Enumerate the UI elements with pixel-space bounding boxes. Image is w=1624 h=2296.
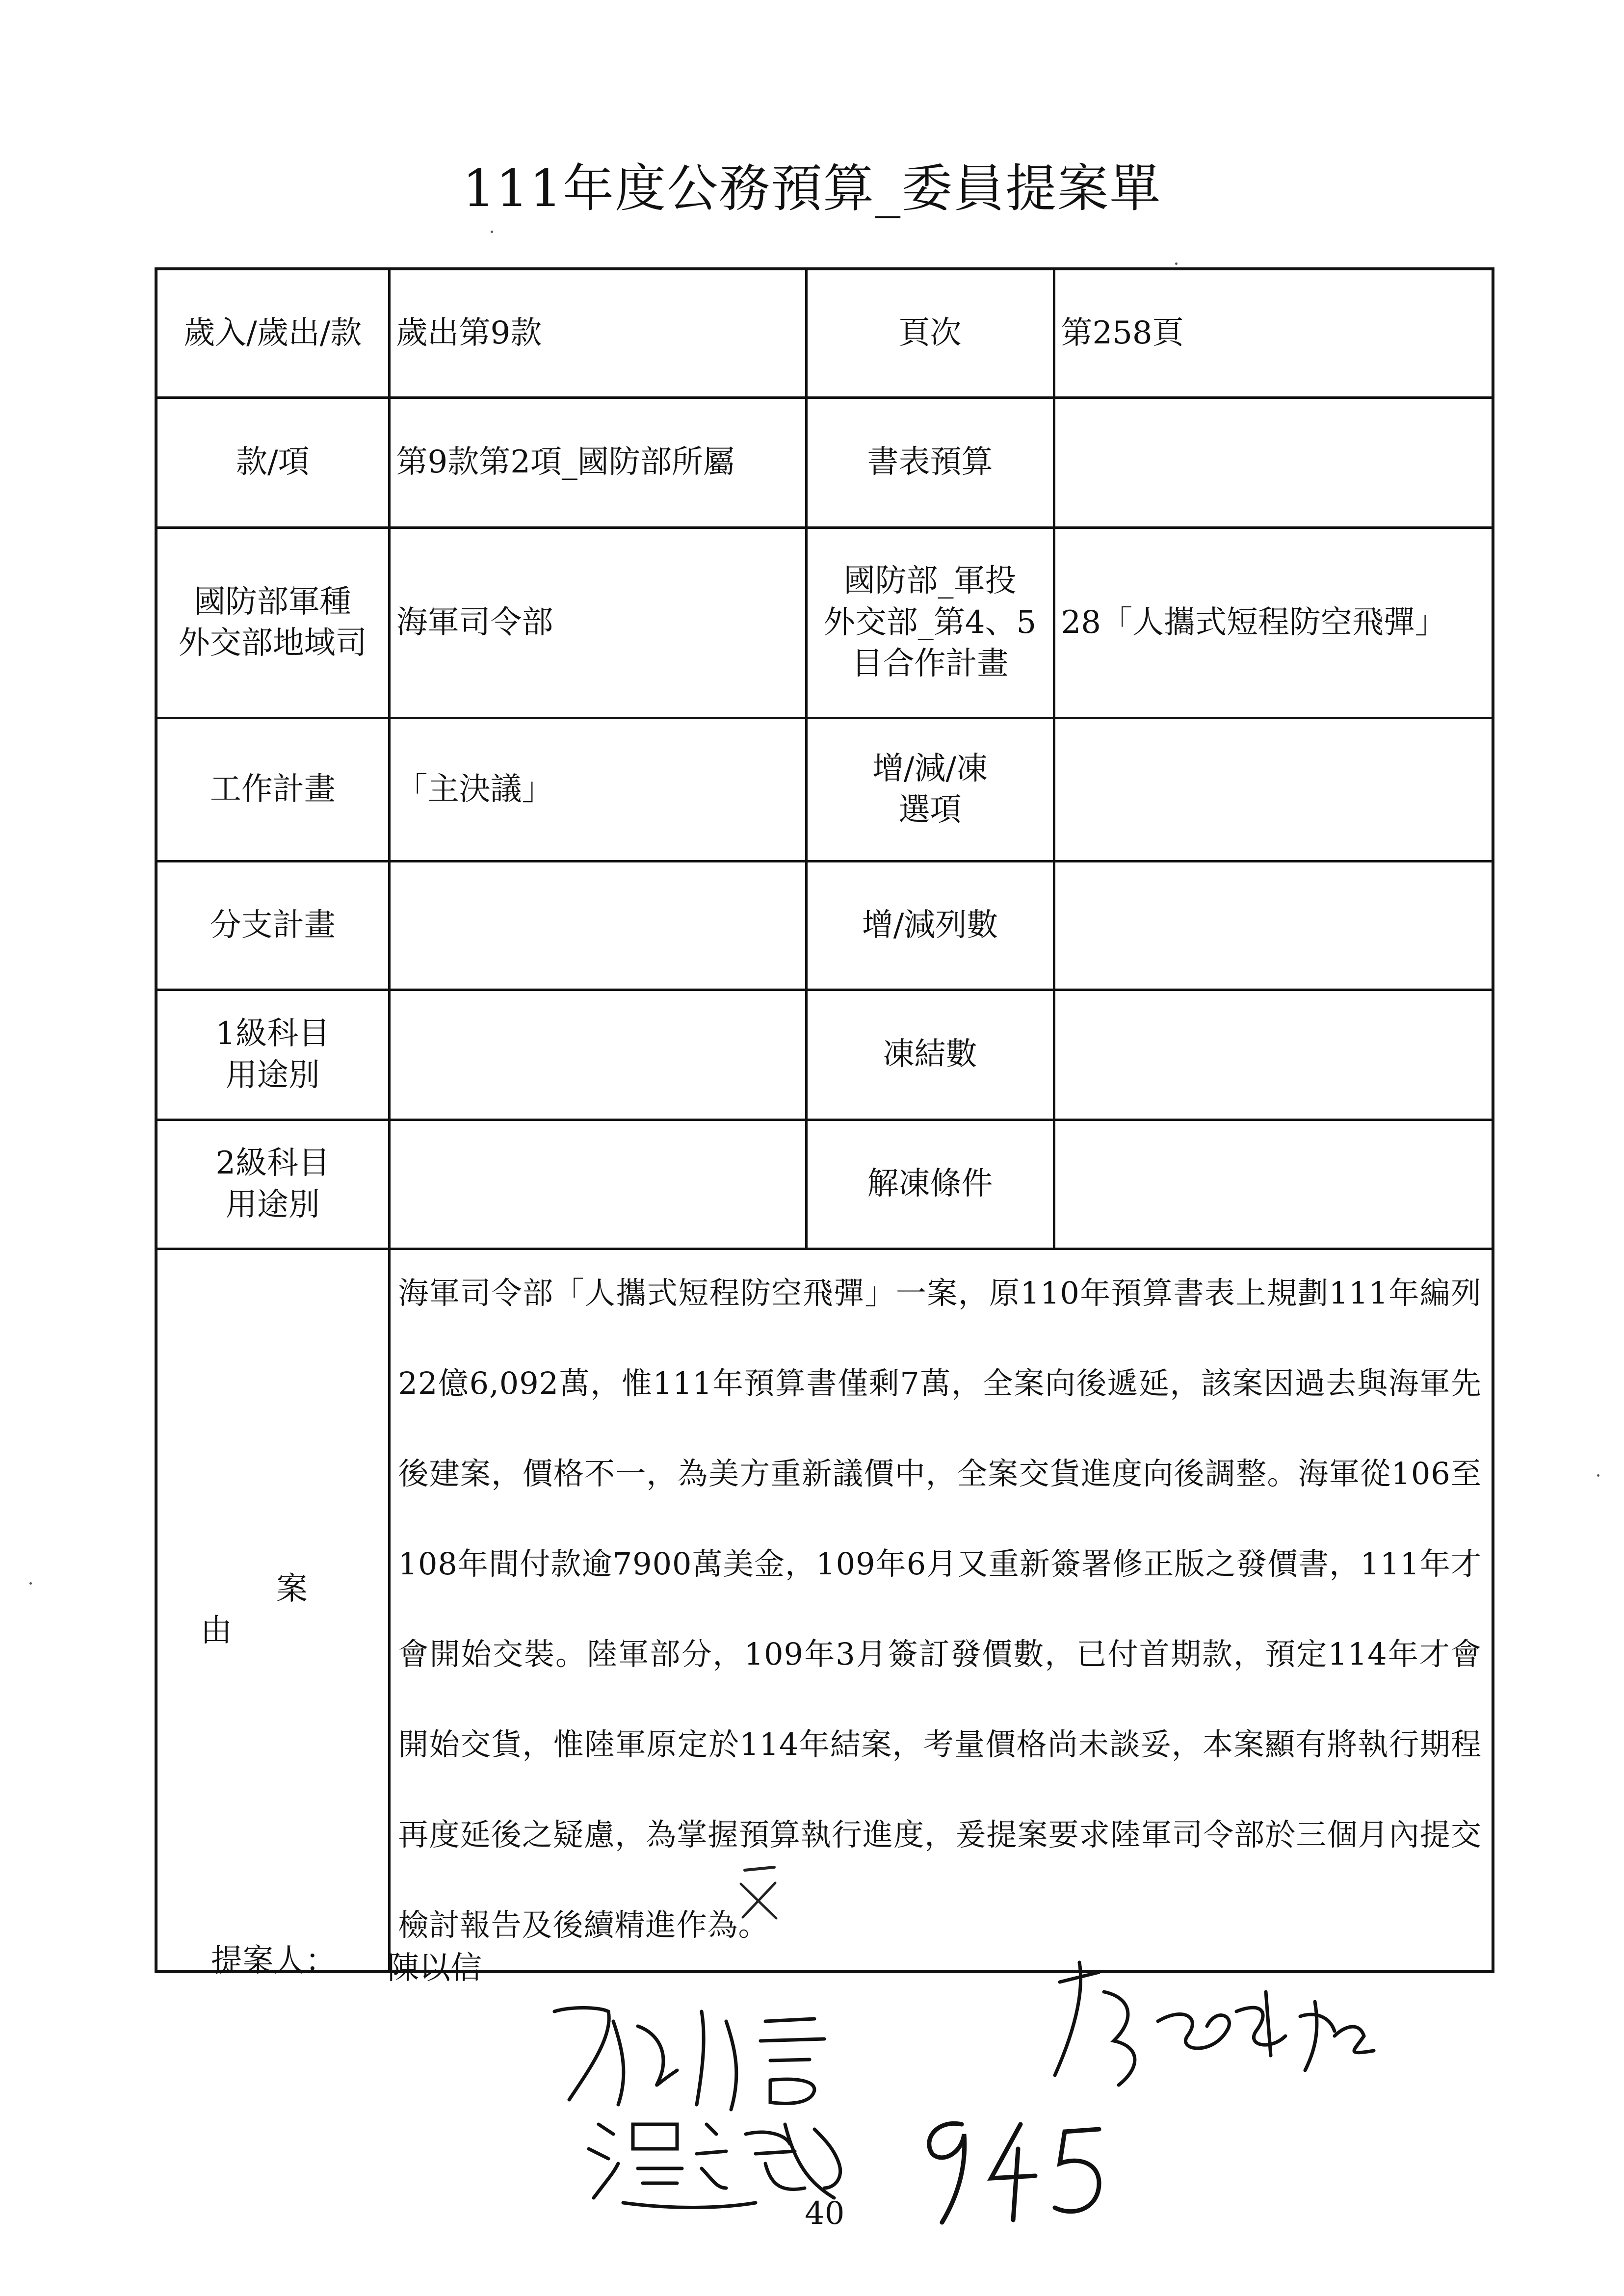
form-row-branch — [156, 527, 1493, 718]
field-label-freeze-amount: 凍結數 — [806, 990, 1054, 1120]
field-label-page: 頁次 — [806, 269, 1054, 397]
reason-text: 海軍司令部「人攜式短程防空飛彈」一案，原110年預算書表上規劃111年編列22億6,092萬，惟111年預算書僅剩7萬，全案向後遞延，該案因過去與海軍先後建案，價格不一，為美方重新議價中，全案交貨進度向後調整。海軍從106至108年間付款逾7900萬美金，109年6月又重新簽署修正版之發價書，111年才會開始交裝。陸軍部分，109年3月簽訂發價數，已付首期款，預定114年才會開始交貨，惟陸軍原定於114年結案，考量價格尚未談妥，本案顯有將執行期程再度延後之疑慮，為掌握預算執行進度，爰提案要求陸軍司令部於三個月內提交檢討報告及後續精進作為。 — [398, 1275, 1482, 1943]
field-value-adjust-option — [1054, 718, 1493, 861]
field-label-branch: 國防部軍種 外交部地域司 — [156, 527, 389, 718]
field-label-work-plan: 工作計畫 — [156, 718, 389, 861]
handwritten-correction-mark — [736, 1864, 785, 1923]
proposer-label: 提案人： — [211, 1943, 337, 1979]
form-row-work-plan — [156, 718, 1493, 861]
proposer-name: 陳以信 — [388, 1950, 482, 1986]
reason-label-text: 案由 — [200, 1571, 420, 1649]
proposal-form-table — [155, 267, 1494, 1973]
form-row-level1 — [156, 990, 1493, 1120]
field-value-adjust-amount — [1054, 861, 1493, 990]
scan-speck — [491, 231, 493, 233]
signature-1 — [540, 1992, 913, 2114]
field-label-section: 款/項 — [156, 397, 389, 527]
handwritten-number — [908, 2110, 1124, 2232]
document-title: 111年度公務預算_委員提案單 — [462, 158, 1162, 218]
field-value-sub-plan — [389, 861, 806, 990]
field-value-section: 第9款第2項_國防部所屬 — [389, 397, 806, 527]
scan-speck — [29, 1582, 32, 1585]
field-value-category: 歲出第9款 — [389, 269, 806, 397]
form-row-sub-plan — [156, 861, 1493, 990]
field-label-unfreeze-condition: 解凍條件 — [806, 1120, 1054, 1249]
reason-cell — [389, 1249, 1493, 1972]
field-value-level2-usage — [389, 1120, 806, 1249]
field-label-level1-usage: 1級科目 用途別 — [156, 990, 389, 1120]
field-label-program: 國防部_軍投 外交部_第4、5 目合作計畫 — [806, 527, 1054, 718]
field-label-category: 歲入/歲出/款 — [156, 269, 389, 397]
field-value-branch: 海軍司令部 — [389, 527, 806, 718]
field-value-work-plan: 「主決議」 — [389, 718, 806, 861]
field-value-program: 28「人攜式短程防空飛彈」 — [1054, 527, 1493, 718]
field-value-budget-table — [1054, 397, 1493, 527]
form-row-level2 — [156, 1120, 1493, 1249]
page-number: 40 — [805, 2195, 845, 2232]
field-value-level1-usage — [389, 990, 806, 1120]
form-row-category — [156, 269, 1493, 397]
scan-speck — [1597, 1474, 1599, 1477]
scan-speck — [1175, 262, 1178, 265]
field-label-adjust-option: 增/減/凍 選項 — [806, 718, 1054, 861]
signature-2 — [1040, 1953, 1393, 2100]
form-row-reason — [156, 1249, 1493, 1972]
form-row-section — [156, 397, 1493, 527]
field-label-adjust-amount: 增/減列數 — [806, 861, 1054, 990]
field-label-sub-plan: 分支計畫 — [156, 861, 389, 990]
field-value-unfreeze-condition — [1054, 1120, 1493, 1249]
field-label-level2-usage: 2級科目 用途別 — [156, 1120, 389, 1249]
field-value-page: 第258頁 — [1054, 269, 1493, 397]
field-value-freeze-amount — [1054, 990, 1493, 1120]
field-label-budget-table: 書表預算 — [806, 397, 1054, 527]
field-label-reason — [156, 1249, 420, 1972]
